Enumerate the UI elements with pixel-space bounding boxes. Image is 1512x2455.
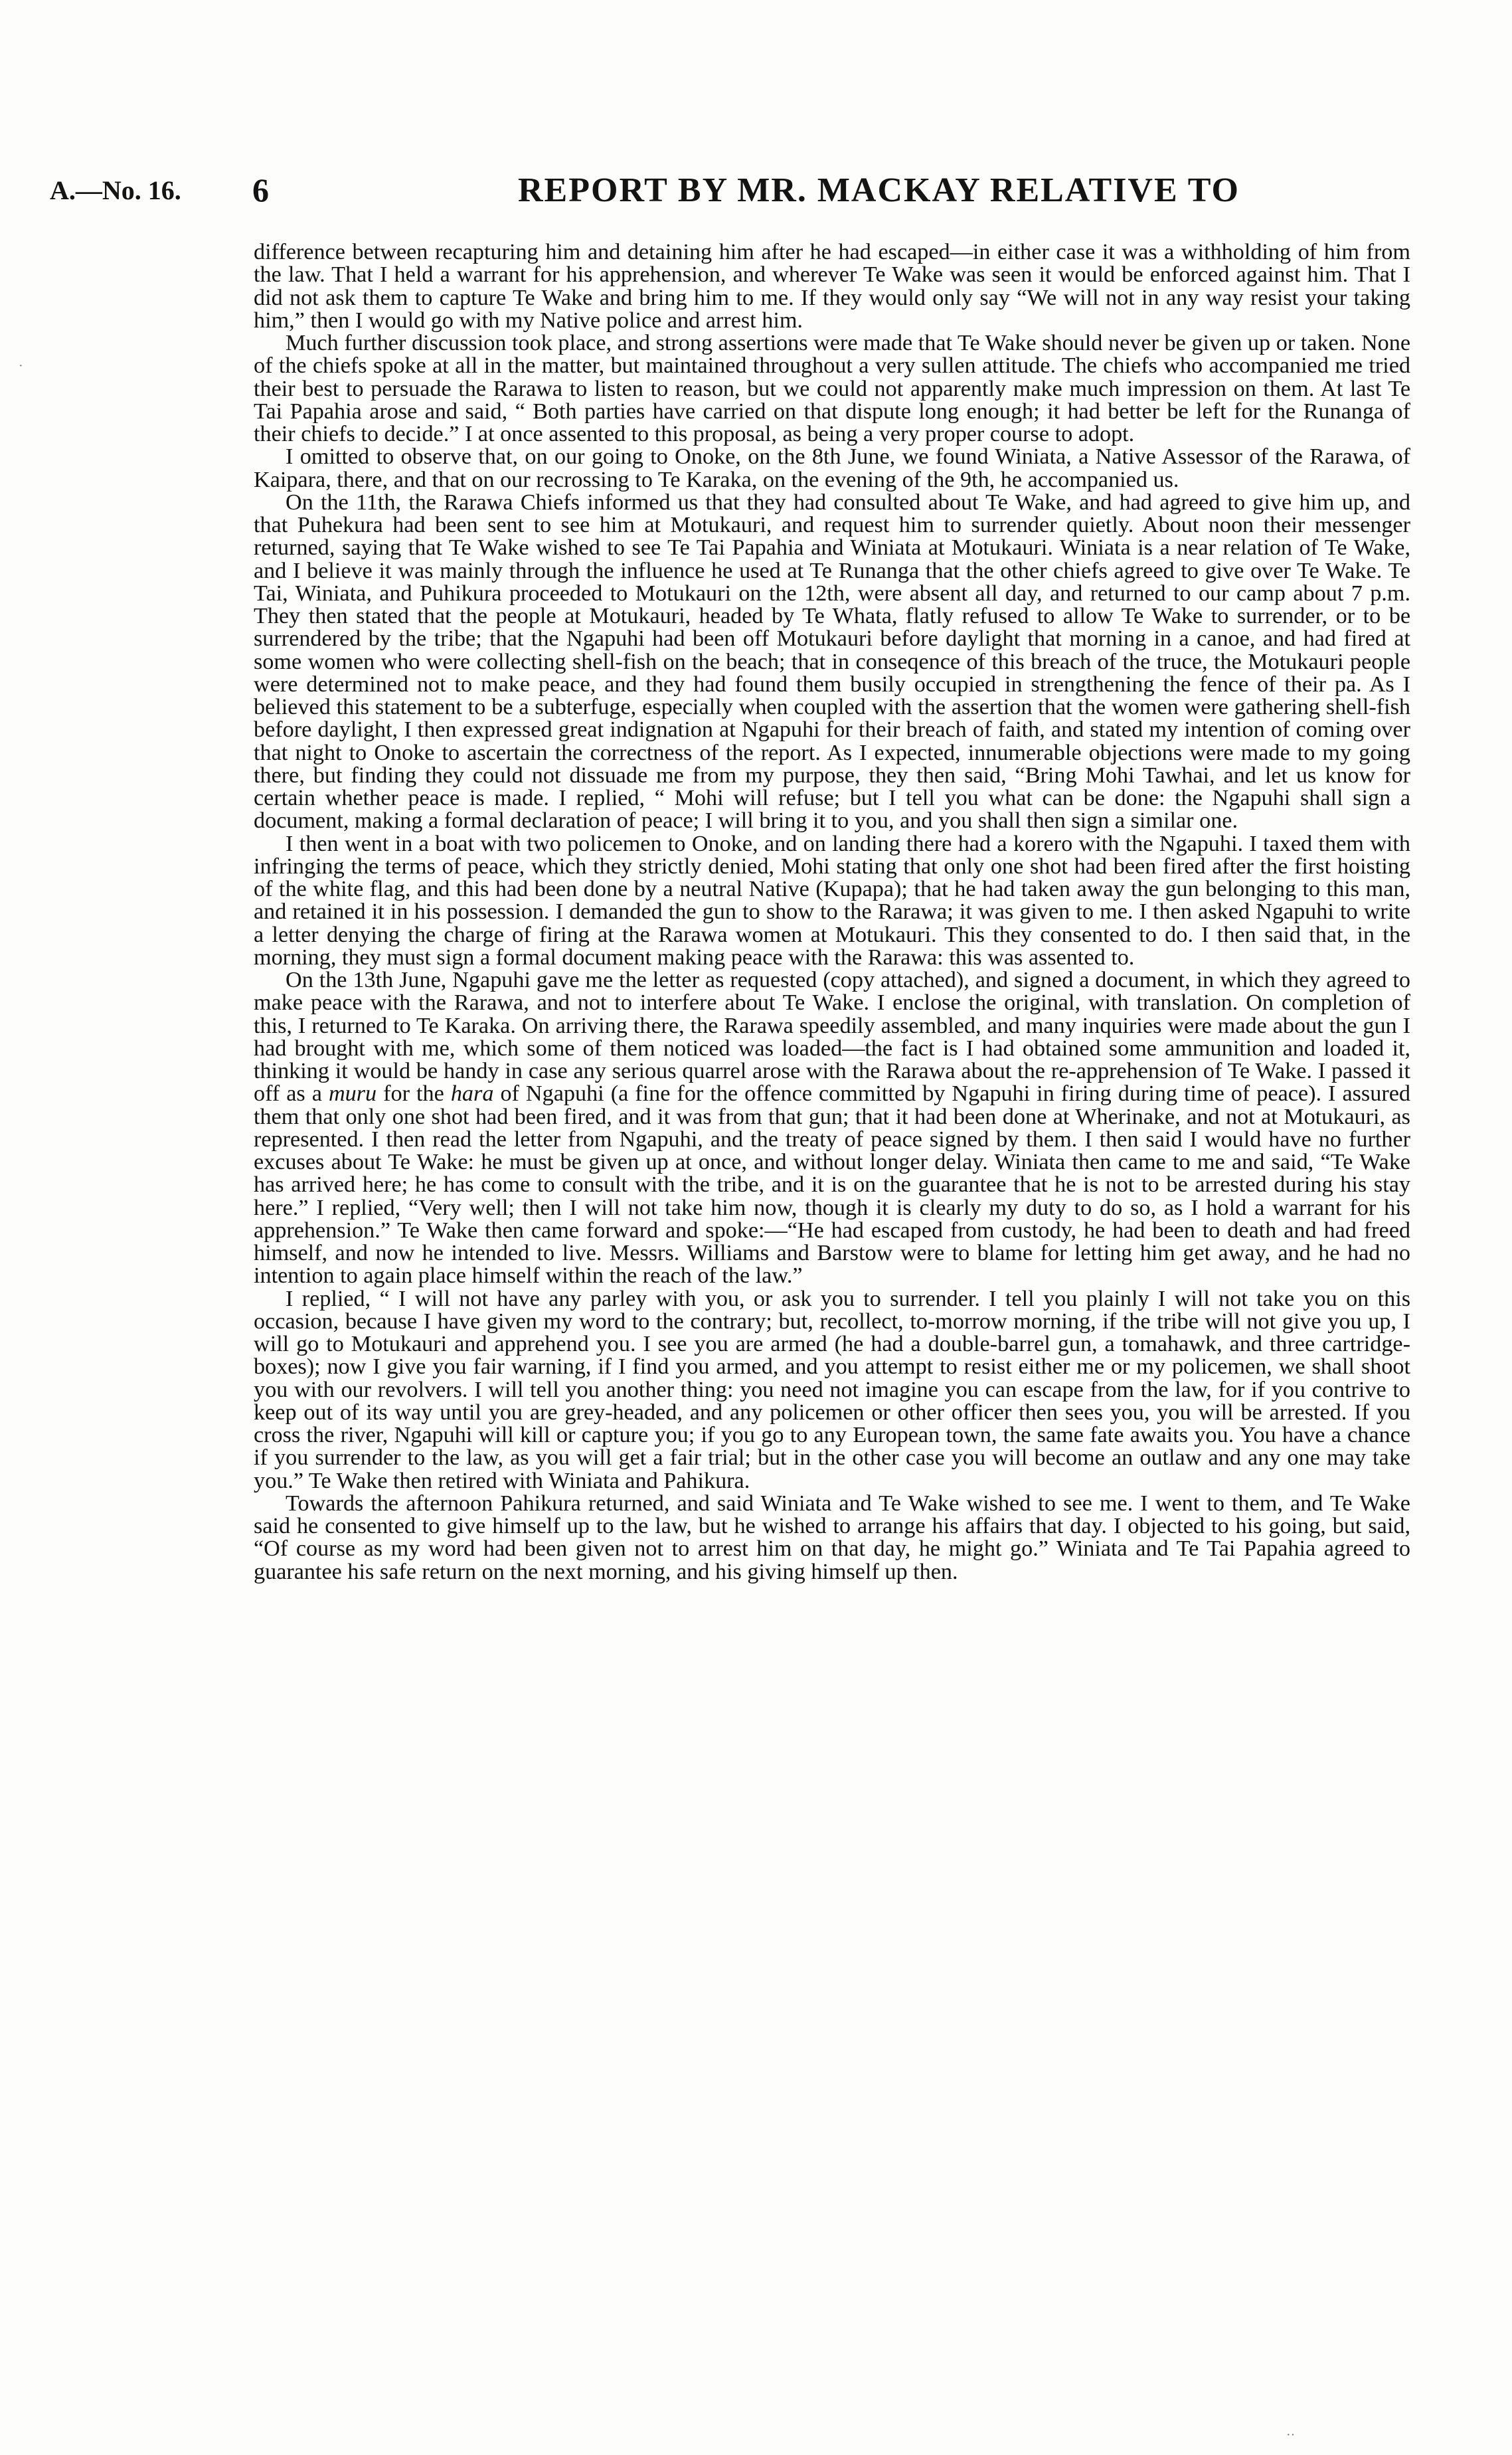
- paragraph-4: On the 11th, the Rarawa Chiefs informed us that they had consulted about Te Wake, and had agreed to give him up, and that Puhekura had been sent to see him at Motukauri, and request him to surrender quietly. About noon their messenger returned, saying that Te Wake wished to see Te Tai Papahia and Winiata at Motukauri. Winiata is a near relation of Te Wake, and I believe it was mainly through the influence he used at Te Runanga that the other chiefs agreed to give over Te Wake. Te Tai, Winiata, and Puhikura proceeded to Motukauri on the 12th, were absent all day, and returned to our camp about 7 p.m. They then stated that the people at Motukauri, headed by Te Whata, flatly refused to allow Te Wake to surrender, or to be surrendered by the tribe; that the Ngapuhi had been off Motukauri before daylight that morning in a canoe, and had fired at some women who were collecting shell-fish on the beach; that in conseqence of this breach of the truce, the Motukauri people were determined not to make peace, and they had found them busily occupied in strengthening the fence of their pa. As I believed this statement to be a subterfuge, especially when coupled with the assertion that the women were gathering shell-fish before daylight, I then expressed great indignation at Ngapuhi for their breach of faith, and stated my intention of coming over that night to Onoke to ascertain the correctness of the report. As I expected, innumerable objections were made to my going there, but finding they could not dissuade me from my purpose, they then said, “Bring Mohi Tawhai, and let us know for certain whether peace is made. I replied, “ Mohi will refuse; but I tell you what can be done: the Ngapuhi shall sign a document, making a formal declaration of peace; I will bring it to you, and you shall then sign a similar one.: [254, 490, 1410, 834]
- paragraph-7: I replied, “ I will not have any parley with you, or ask you to surrender. I tell you plainly I will not take you on this occasion, because I have given my word to the contrary; but, recollect, to-morrow morning, if the tribe will not give you up, I will go to Motukauri and apprehend you. I see you are armed (he had a double-barrel gun, a tomahawk, and three cartridge-boxes); now I give you fair warning, if I find you armed, and you attempt to resist either me or my policemen, we shall shoot you with our revolvers. I will tell you another thing: you need not imagine you can escape from the law, for if you contrive to keep out of its way until you are grey-headed, and any policemen or other officer then sees you, you will be arrested. If you cross the river, Ngapuhi will kill or capture you; if you go to any European town, the same fate awaits you. You have a chance if you surrender to the law, as you will get a fair trial; but in the other case you will become an outlaw and any one may take you.” Te Wake then retired with Winiata and Pahikura.: [254, 1286, 1410, 1493]
- print-speck: ··: [1286, 2428, 1296, 2442]
- page-header: [50, 169, 1418, 216]
- paragraph-5: I then went in a boat with two policemen to Onoke, and on landing there had a korero with the Ngapuhi. I taxed them with infringing the terms of peace, which they strictly denied, Mohi stating that only one shot had been fired after the first hoisting of the white flag, and this had been done by a neutral Native (Kupapa); that he had taken away the gun belonging to this man, and retained it in his possession. I demanded the gun to show to the Rarawa; it was given to me. I then asked Ngapuhi to write a letter denying the charge of firing at the Rarawa women at Motukauri. This they consented to do. I then said that, in the morning, they must sign a formal document making peace with the Rarawa: this was assented to.: [254, 831, 1410, 970]
- maori-term-hara: hara: [450, 1081, 494, 1107]
- paragraph-6-text-before: On the 13th June, Ngapuhi gave me the letter as requested (copy attached), and signed a document, in which they agreed to make peace with the Rarawa, and not to interfere about Te Wake. I enclose the original, with translation. On completion of this, I returned to Te Karaka. On arriving there, the Rarawa speedily assembled, and many inquiries were made about the gun I had brought with me, which some of them noticed was loaded—the fact is I had obtained some ammunition and loaded it, thinking it would be handy in case any serious quarrel arose with the Rarawa about the re-apprehension of Te Wake. I passed it off as a: [254, 968, 1410, 1107]
- running-title: REPORT BY MR. MACKAY RELATIVE TO: [518, 171, 1240, 209]
- page-number: 6: [252, 171, 269, 209]
- paragraph-6-text-after: of Ngapuhi (a fine for the offence committed by Ngapuhi in firing during time of peace). I assured them that only one shot had been fired, and it was from that gun; that it had been done at Wherinake, and not at Motukauri, as represented. I then read the letter from Ngapuhi, and the treaty of peace signed by them. I then said I would have no further excuses about Te Wake: he must be given up at once, and without longer delay. Winiata then came to me and said, “Te Wake has arrived here; he has come to consult with the tribe, and it is on the guarantee that he is not to be arrested during his stay here.” I replied, “Very well; then I will not take him now, though it is clearly my duty to do so, as I hold a warrant for his apprehension.” Te Wake then came forward and spoke:—“He had escaped from custody, he had been to death and had freed himself, and now he intended to live. Messrs. Williams and Barstow were to blame for letting him get away, and he had no intention to again place himself within the reach of the law.”: [254, 1081, 1410, 1289]
- report-body: [254, 241, 1410, 1584]
- paragraph-6: [254, 969, 1410, 1288]
- paragraph-1: difference between recapturing him and detaining him after he had escaped—in either case it was a withholding of him from the law. That I held a warrant for his apprehension, and wherever Te Wake was seen it would be enforced against him. That I did not ask them to capture Te Wake and bring him to me. If they would only say “We will not in any way resist your taking him,” then I would go with my Native police and arrest him.: [254, 240, 1410, 333]
- maori-term-muru: muru: [328, 1081, 377, 1107]
- print-speck: ·: [19, 359, 23, 373]
- paragraph-3: I omitted to observe that, on our going to Onoke, on the 8th June, we found Winiata, a Native Assessor of the Rarawa, of Kaipara, there, and that on our recrossing to Te Karaka, on the evening of the 9th, he accompanied us.: [254, 444, 1410, 492]
- paragraph-2: Much further discussion took place, and strong assertions were made that Te Wake should never be given up or taken. None of the chiefs spoke at all in the matter, but maintained throughout a very sullen attitude. The chiefs who accompanied me tried their best to persuade the Rarawa to listen to reason, but we could not apparently make much impression on them. At last Te Tai Papahia arose and said, “ Both parties have carried on that dispute long enough; it had better be left for the Runanga of their chiefs to decide.” I at once assented to this proposal, as being a very proper course to adopt.: [254, 331, 1410, 446]
- document-reference: A.—No. 16.: [50, 175, 181, 205]
- paragraph-8: Towards the afternoon Pahikura returned, and said Winiata and Te Wake wished to see me. I went to them, and Te Wake said he consented to give himself up to the law, but he wished to arrange his affairs that day. I objected to his going, but said, “Of course as my word had been given not to arrest him on that day, he might go.” Winiata and Te Tai Papahia agreed to guarantee his safe return on the next morning, and his giving himself up then.: [254, 1491, 1410, 1584]
- paragraph-6-text-middle: for the: [377, 1081, 451, 1107]
